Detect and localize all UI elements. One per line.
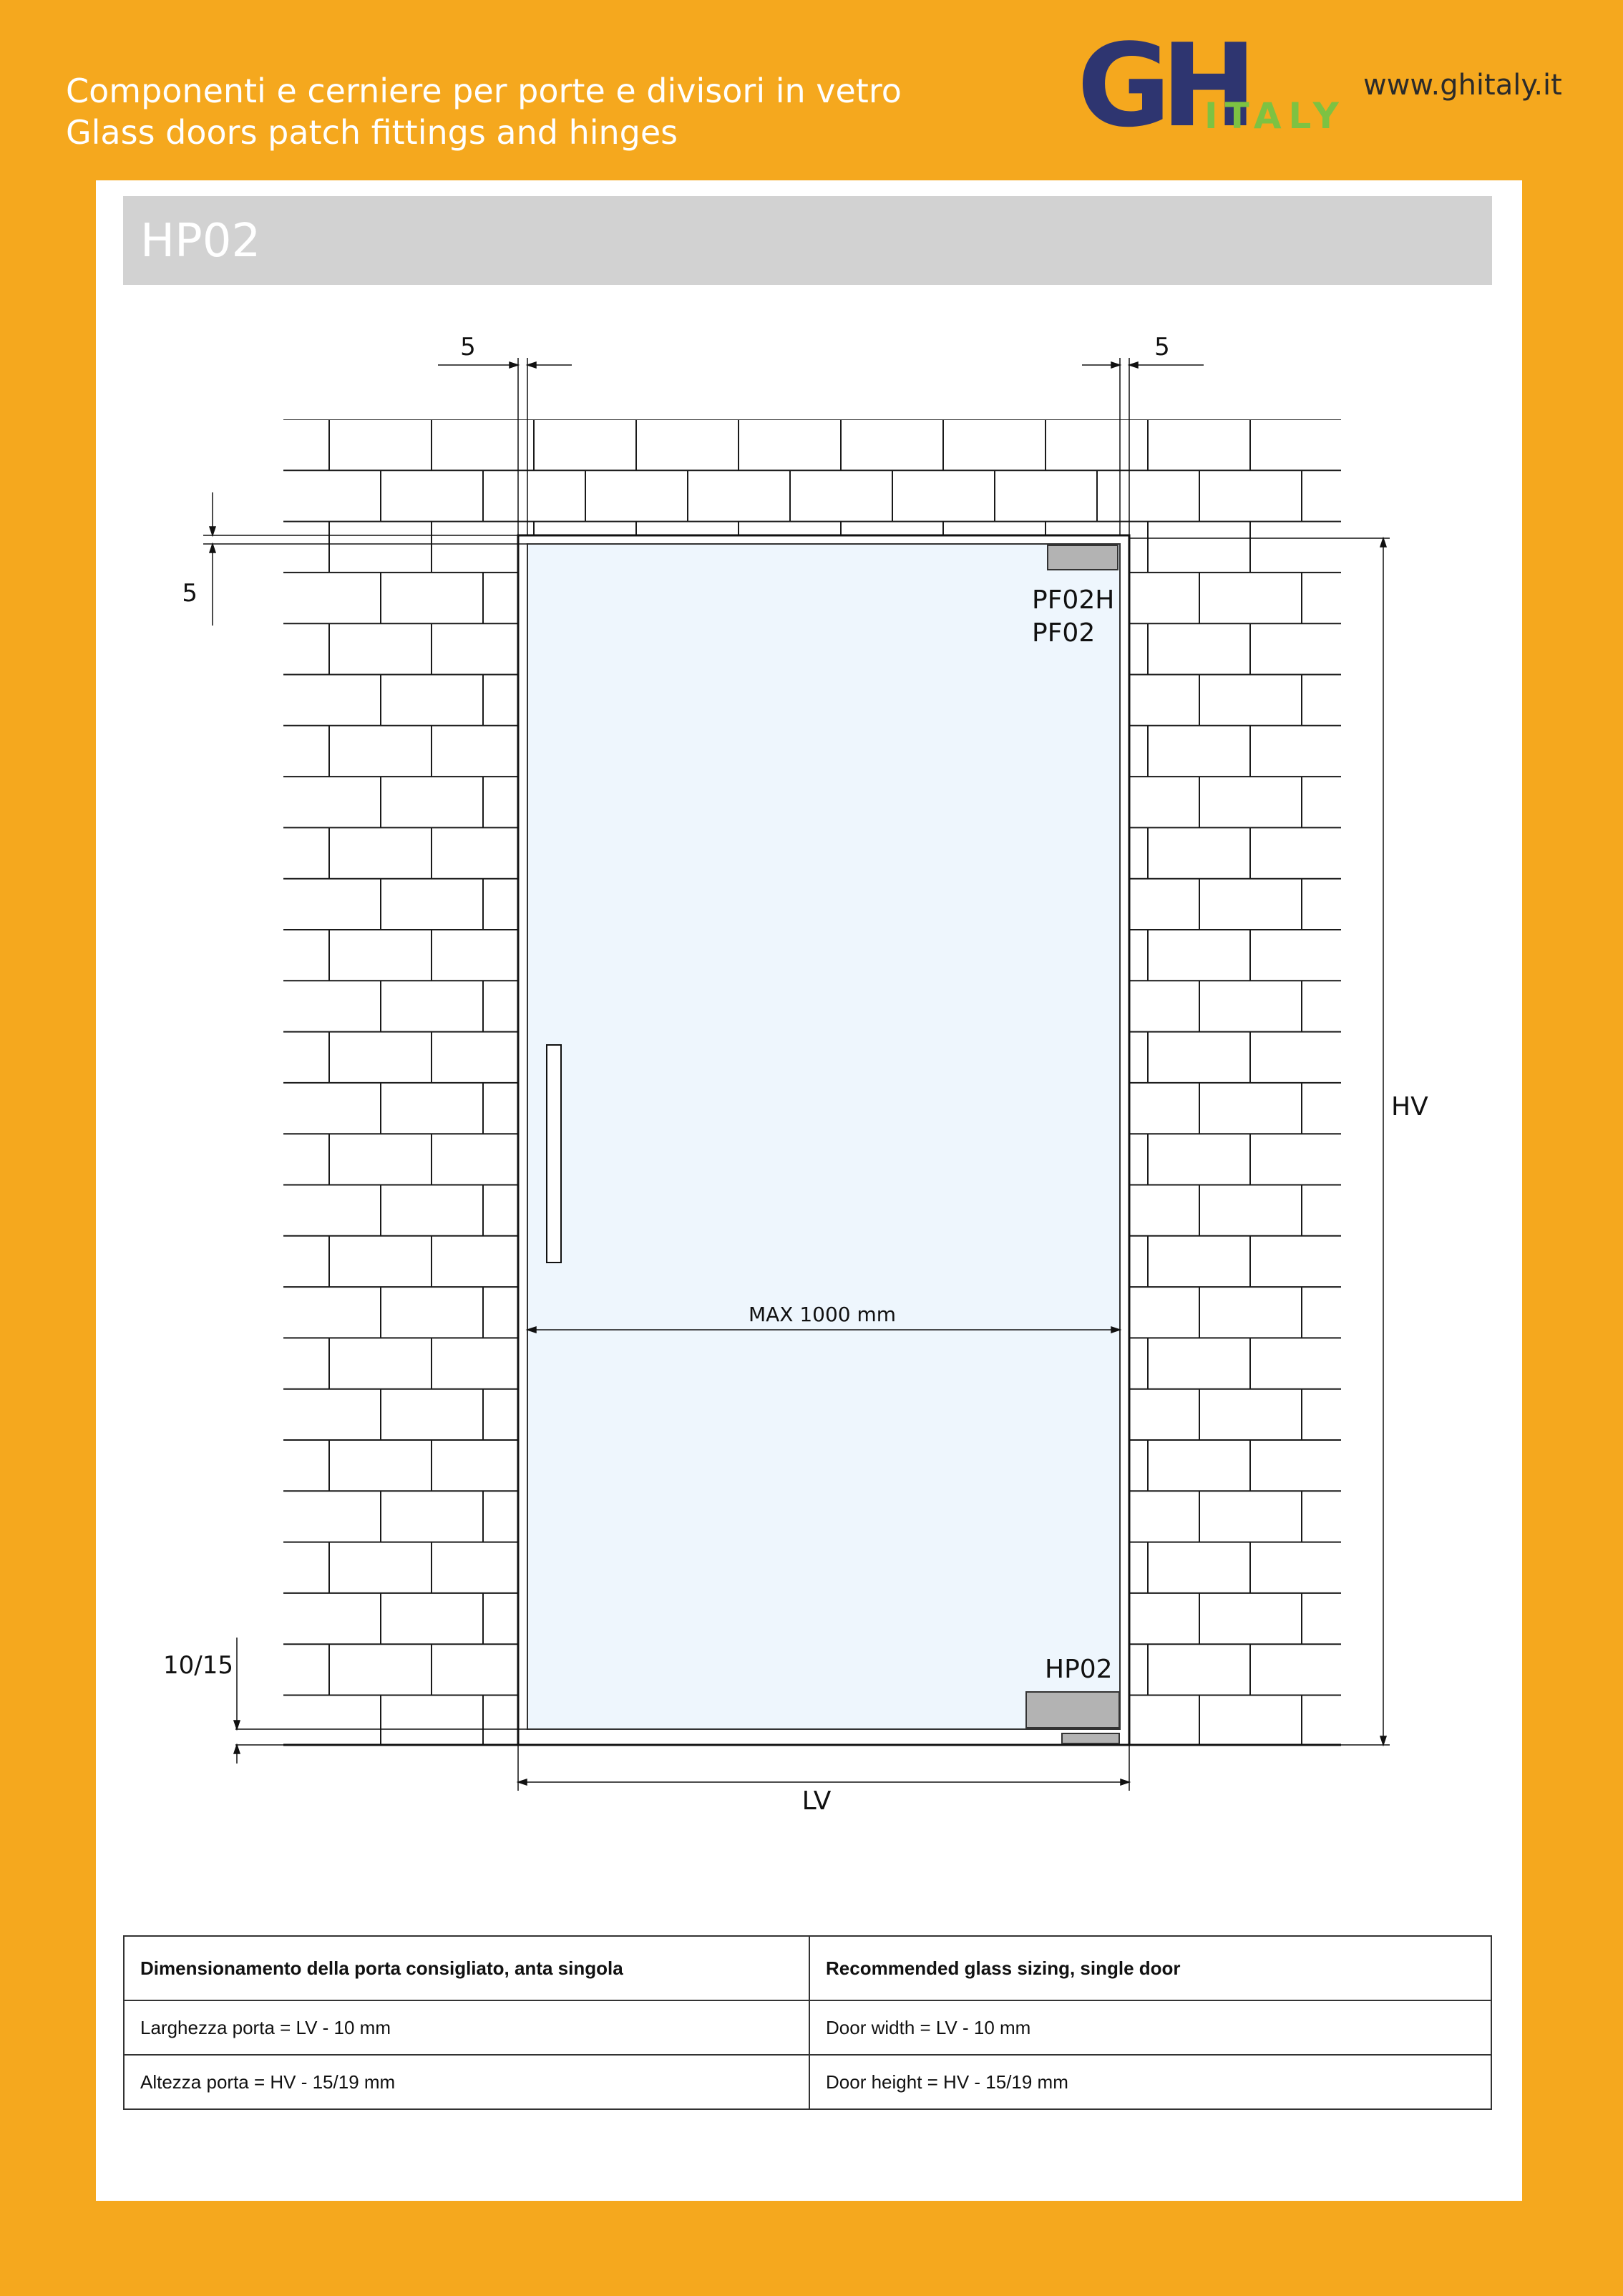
door-technical-drawing	[96, 180, 1522, 1898]
width-label-lv: LV	[801, 1786, 832, 1816]
gap-bottom-label: 10/15	[163, 1651, 233, 1680]
bottom-hinge-hp02	[1026, 1692, 1119, 1728]
sizing-table	[123, 1935, 1492, 2110]
logo-letters: GH	[1077, 32, 1247, 140]
table-row	[124, 2055, 1491, 2109]
header-subtitle-it: Componenti e cerniere per porte e divisori in vetro	[66, 72, 902, 110]
hinge-label-hp02: HP02	[1045, 1655, 1113, 1684]
glass-panel	[527, 544, 1120, 1729]
floor-pivot	[1062, 1733, 1119, 1743]
max-width-label: MAX 1000 mm	[748, 1303, 897, 1326]
table-cell: Altezza porta = HV - 15/19 mm	[124, 2055, 809, 2109]
gh-italy-logo	[1077, 32, 1349, 140]
gap-right-label: 5	[1154, 333, 1170, 361]
top-fitting-pf02	[1048, 545, 1118, 570]
table-cell: Door width = LV - 10 mm	[809, 2000, 1491, 2055]
header-subtitle-en: Glass doors patch fittings and hinges	[66, 113, 678, 152]
table-cell: Door height = HV - 15/19 mm	[809, 2055, 1491, 2109]
product-code-title: HP02	[140, 215, 261, 268]
logo-sub: ITALY	[1204, 95, 1346, 137]
gap-left-label: 5	[460, 333, 476, 361]
table-header-row	[124, 1936, 1491, 2000]
gap-top-label: 5	[182, 579, 198, 608]
table-cell: Larghezza porta = LV - 10 mm	[124, 2000, 809, 2055]
table-header-cell: Recommended glass sizing, single door	[809, 1936, 1491, 2000]
fitting-label-pf02: PF02	[1032, 618, 1096, 648]
website-url[interactable]: www.ghitaly.it	[1363, 69, 1562, 102]
table-header-cell: Dimensionamento della porta consigliato, anta singola	[124, 1936, 809, 2000]
door-handle	[547, 1045, 561, 1263]
height-label-hv: HV	[1391, 1092, 1428, 1122]
spec-sheet	[96, 180, 1522, 2201]
fitting-label-pf02h: PF02H	[1032, 585, 1115, 615]
table-row	[124, 2000, 1491, 2055]
